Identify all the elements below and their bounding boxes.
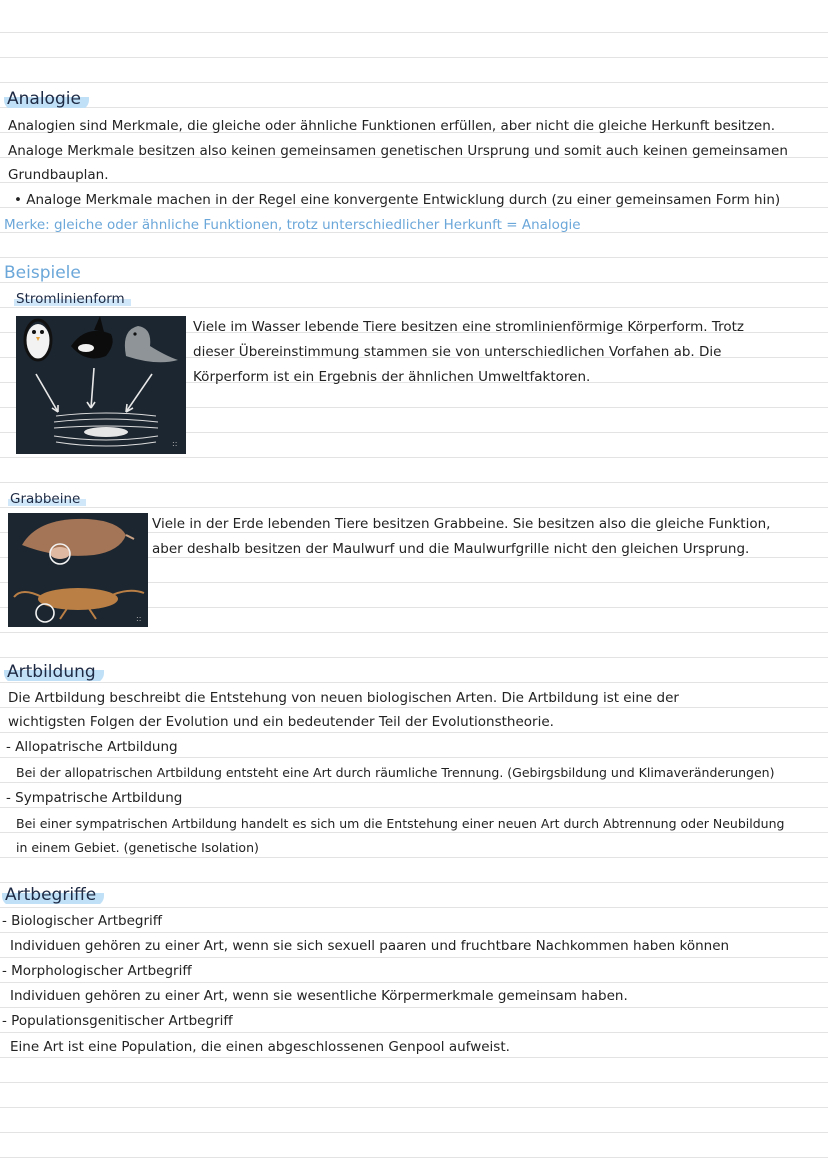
analogie-line-3: Grundbauplan. bbox=[8, 167, 109, 183]
subheading-stromlinienform: Stromlinienform bbox=[14, 290, 131, 308]
artbildung-line-6: Bei einer sympatrischen Artbildung handelt es sich um die Entstehung einer neuen Art durch Abtrennung oder Neubildung bbox=[16, 816, 785, 831]
artbegriffe-line-5: - Populationsgenitischer Artbegriff bbox=[2, 1013, 233, 1029]
stromlinienform-line-2: dieser Übereinstimmung stammen sie von unterschiedlichen Vorfahen ab. Die bbox=[193, 344, 722, 360]
stromlinienform-line-3: Körperform ist ein Ergebnis der ähnlichen Umweltfaktoren. bbox=[193, 369, 591, 385]
analogie-line-4: • Analoge Merkmale machen in der Regel eine konvergente Entwicklung durch (zu einer gemeinsamen Form hin) bbox=[14, 192, 781, 208]
artbildung-line-4: Bei der allopatrischen Artbildung entsteht eine Art durch räumliche Trennung. (Gebirgsbildung und Klimaveränderungen) bbox=[16, 765, 775, 780]
beispiele-title: Beispiele bbox=[4, 263, 81, 283]
analogie-line-2: Analoge Merkmale besitzen also keinen gemeinsamen genetischen Ursprung und somit auch keinen gemeinsamen bbox=[8, 143, 788, 159]
artbildung-line-1: Die Artbildung beschreibt die Entstehung von neuen biologischen Arten. Die Artbildung ist eine der bbox=[8, 690, 679, 706]
analogie-line-1: Analogien sind Merkmale, die gleiche oder ähnliche Funktionen erfüllen, aber nicht die gleiche Herkunft besitzen. bbox=[8, 118, 776, 134]
analogie-merke: Merke: gleiche oder ähnliche Funktionen, trotz unterschiedlicher Herkunft = Analogie bbox=[4, 217, 581, 233]
grabbeine-line-2: aber deshalb besitzen der Maulwurf und die Maulwurfgrille nicht den gleichen Ursprung. bbox=[152, 541, 750, 557]
svg-text:::: :: bbox=[172, 439, 178, 448]
artbildung-line-2: wichtigsten Folgen der Evolution und ein bedeutender Teil der Evolutionstheorie. bbox=[8, 714, 554, 730]
stromlinienform-line-1: Viele im Wasser lebende Tiere besitzen eine stromlinienförmige Körperform. Trotz bbox=[193, 319, 744, 335]
artbildung-line-3: - Allopatrische Artbildung bbox=[6, 739, 178, 755]
section-title-artbegriffe: Artbegriffe bbox=[2, 884, 104, 906]
section-title-analogie: Analogie bbox=[4, 88, 89, 110]
artbegriffe-line-6: Eine Art ist eine Population, die einen abgeschlossenen Genpool aufweist. bbox=[10, 1039, 510, 1055]
artbildung-line-7: in einem Gebiet. (genetische Isolation) bbox=[16, 840, 259, 855]
artbegriffe-line-1: - Biologischer Artbegriff bbox=[2, 913, 163, 929]
subheading-grabbeine: Grabbeine bbox=[8, 490, 86, 508]
artbildung-line-5: - Sympatrische Artbildung bbox=[6, 790, 183, 806]
artbegriffe-line-2: Individuen gehören zu einer Art, wenn sie sich sexuell paaren und fruchtbare Nachkommen haben können bbox=[10, 938, 730, 954]
grabbeine-image bbox=[8, 513, 148, 627]
grabbeine-illustration bbox=[8, 513, 148, 627]
stromlinienform-image bbox=[16, 316, 186, 454]
grabbeine-line-1: Viele in der Erde lebenden Tiere besitzen Grabbeine. Sie besitzen also die gleiche Funktion, bbox=[152, 516, 771, 532]
artbegriffe-line-3: - Morphologischer Artbegriff bbox=[2, 963, 192, 979]
stromlinienform-illustration bbox=[16, 316, 186, 454]
artbegriffe-line-4: Individuen gehören zu einer Art, wenn sie wesentliche Körpermerkmale gemeinsam haben. bbox=[10, 988, 628, 1004]
svg-text:::: :: bbox=[136, 614, 142, 623]
section-title-artbildung: Artbildung bbox=[4, 661, 104, 683]
